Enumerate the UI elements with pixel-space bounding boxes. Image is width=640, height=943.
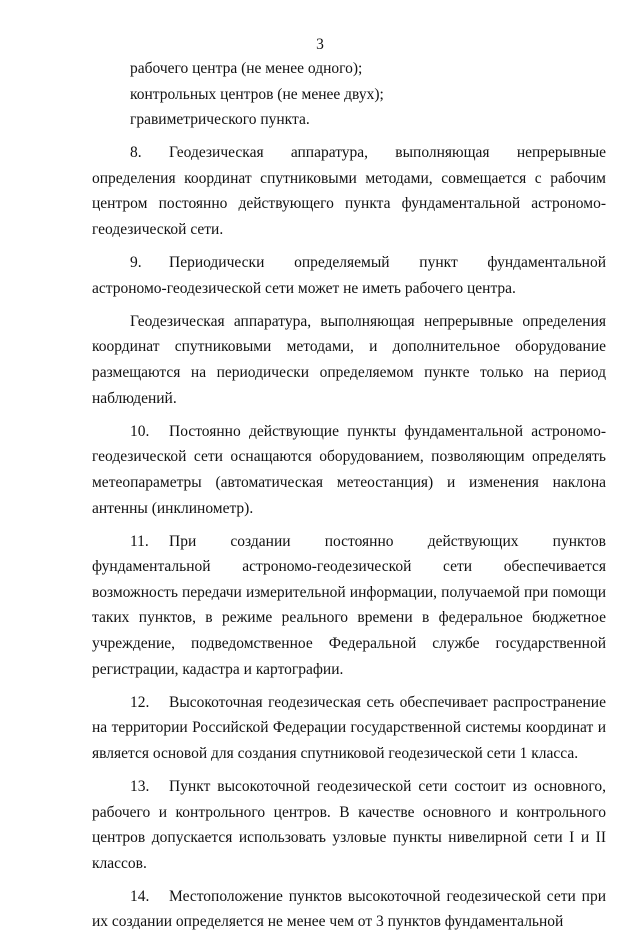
paragraph-number: 9.: [130, 254, 142, 272]
list-item: рабочего центра (не менее одного);: [130, 60, 363, 77]
paragraph-8: [92, 140, 606, 242]
paragraph-text: Периодически определяемый пункт фундаментальной астрономо-геодезической сети может не иметь рабочего центра.: [92, 254, 606, 297]
paragraph-text: Пункт высокоточной геодезической сети состоит из основного, рабочего и контрольного центров. В качестве основного и контрольного центров допускается использовать узловые пункты нивелирной сети I и II классов.: [92, 777, 606, 872]
paragraph-14: [92, 884, 606, 935]
paragraph-text: Постоянно действующие пункты фундаментальной астрономо-геодезической сети оснащаются оборудованием, позволяющим определять метеопараметры (автоматическая метеостанция) и изменения наклона антенны (инклинометр).: [92, 422, 606, 517]
document-body: [92, 56, 606, 943]
paragraph-13: [92, 774, 606, 876]
paragraph-number: 10.: [130, 422, 150, 440]
paragraph-text: Местоположение пунктов высокоточной геодезической сети при их создании определяется не менее чем от 3 пунктов фундаментальной: [92, 887, 606, 931]
paragraph-12: [92, 690, 606, 767]
paragraph-9: [92, 250, 606, 301]
paragraph-number: 12.: [130, 693, 150, 711]
list-item: контрольных центров (не менее двух);: [130, 85, 384, 103]
paragraph-number: 14.: [130, 887, 150, 905]
paragraph-10: [92, 419, 606, 521]
paragraph-text: Геодезическая аппаратура, выполняющая непрерывные определения координат спутниковыми методами, совмещается с рабочим центром постоянно действующего пункта фундаментальной астрономо-геодезической сети.: [92, 144, 606, 239]
paragraph-text: При создании постоянно действующих пунктов фундаментальной астрономо-геодезической сети обеспечивается возможность передачи измерительной информации, получаемой при помощи таких пунктов, в режиме реального времени в федеральное бюджетное учреждение, подведомственное Федеральной службе государственной регистрации, кадастра и картографии.: [92, 532, 606, 678]
paragraph-number: 11.: [130, 532, 149, 550]
paragraph-9-continuation: [92, 309, 606, 411]
paragraph-text: Геодезическая аппаратура, выполняющая непрерывные определения координат спутниковыми методами, и дополнительное оборудование размещаются на периодически определяемом пункте только на период наблюдений.: [92, 312, 606, 407]
paragraph-11: [92, 529, 606, 683]
list-item: гравиметрического пункта.: [130, 111, 310, 129]
paragraph-number: 13.: [130, 777, 150, 795]
paragraph-number: 8.: [130, 144, 142, 162]
paragraph-text: Высокоточная геодезическая сеть обеспечивает распространение на территории Российской Федерации государственной системы координат и является основой для создания спутниковой геодезической сети 1 класса.: [92, 693, 606, 762]
page-number: 3: [316, 36, 324, 53]
